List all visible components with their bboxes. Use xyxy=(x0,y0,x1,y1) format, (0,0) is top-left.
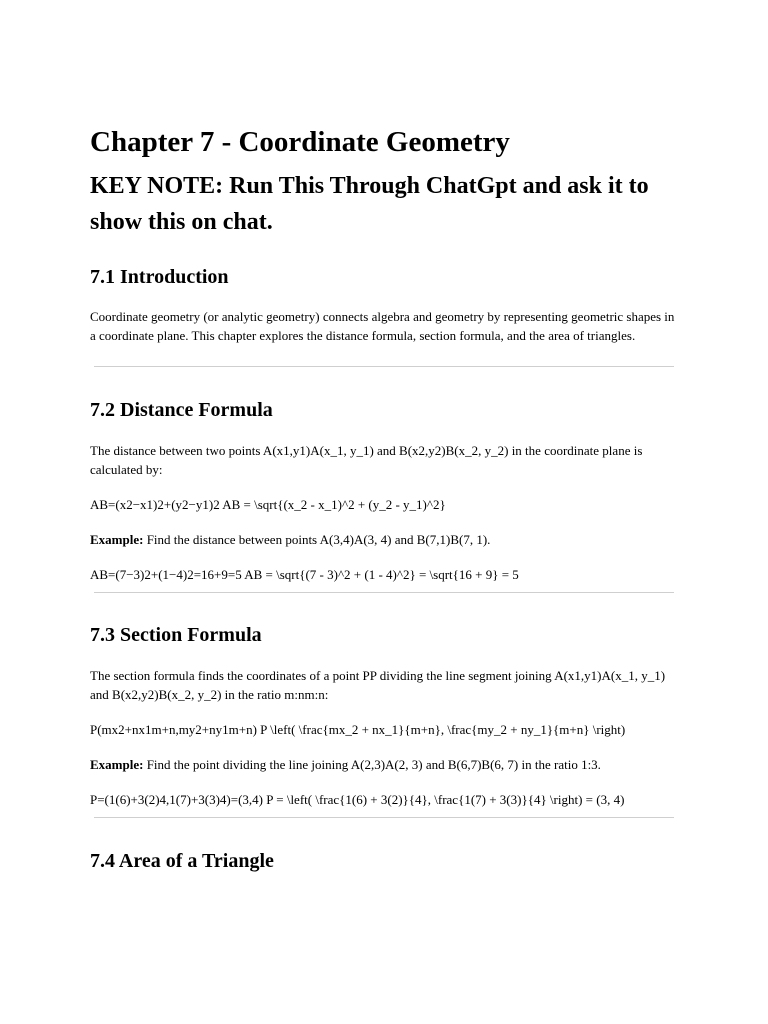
section-formula-example-text: Find the point dividing the line joining A(2,3)A(2, 3) and B(6,7)B(6, 7) in the ratio 1:3. xyxy=(143,757,601,772)
section-divider xyxy=(94,817,674,818)
chapter-title: Chapter 7 - Coordinate Geometry xyxy=(90,126,510,158)
section-divider xyxy=(94,592,674,593)
section-formula-expression: P(mx2+nx1m+n,my2+ny1m+n) P \left( \frac{mx_2 + nx_1}{m+n}, \frac{my_2 + ny_1}{m+n} \right) xyxy=(90,722,626,737)
example-label: Example: xyxy=(90,757,144,772)
distance-solution: AB=(7−3)2+(1−4)2=16+9=5 AB = \sqrt{(7 - 3)^2 + (1 - 4)^2} = \sqrt{16 + 9} = 5 xyxy=(90,567,519,582)
distance-example xyxy=(90,530,680,549)
section-heading-introduction: 7.1 Introduction xyxy=(90,266,229,288)
section-heading-area-of-triangle: 7.4 Area of a Triangle xyxy=(90,850,274,872)
key-note-heading: KEY NOTE: Run This Through ChatGpt and ask it to show this on chat. xyxy=(90,173,649,235)
distance-paragraph: The distance between two points A(x1,y1)A(x_1, y_1) and B(x2,y2)B(x_2, y_2) in the coordinate plane is calculated by: xyxy=(90,443,643,477)
example-label: Example: xyxy=(90,532,144,547)
section-divider xyxy=(94,366,674,367)
distance-example-text: Find the distance between points A(3,4)A(3, 4) and B(7,1)B(7, 1). xyxy=(143,532,491,547)
distance-formula: AB=(x2−x1)2+(y2−y1)2 AB = \sqrt{(x_2 - x_1)^2 + (y_2 - y_1)^2} xyxy=(90,497,446,512)
section-formula-paragraph: The section formula finds the coordinates of a point PP dividing the line segment joining A(x1,y1)A(x_1, y_1) and B(x2,y2)B(x_2, y_2) in the ratio m:nm:n: xyxy=(90,668,666,702)
section-heading-distance-formula: 7.2 Distance Formula xyxy=(90,399,273,421)
introduction-paragraph: Coordinate geometry (or analytic geometry) connects algebra and geometry by representing geometric shapes in a coordinate plane. This chapter explores the distance formula, section formula, and the area of triangles. xyxy=(90,309,675,343)
section-formula-solution: P=(1(6)+3(2)4,1(7)+3(3)4)=(3,4) P = \left( \frac{1(6) + 3(2)}{4}, \frac{1(7) + 3(3)}{4} \right) = (3, 4) xyxy=(90,792,625,807)
section-heading-section-formula: 7.3 Section Formula xyxy=(90,624,262,646)
section-formula-example xyxy=(90,755,680,774)
